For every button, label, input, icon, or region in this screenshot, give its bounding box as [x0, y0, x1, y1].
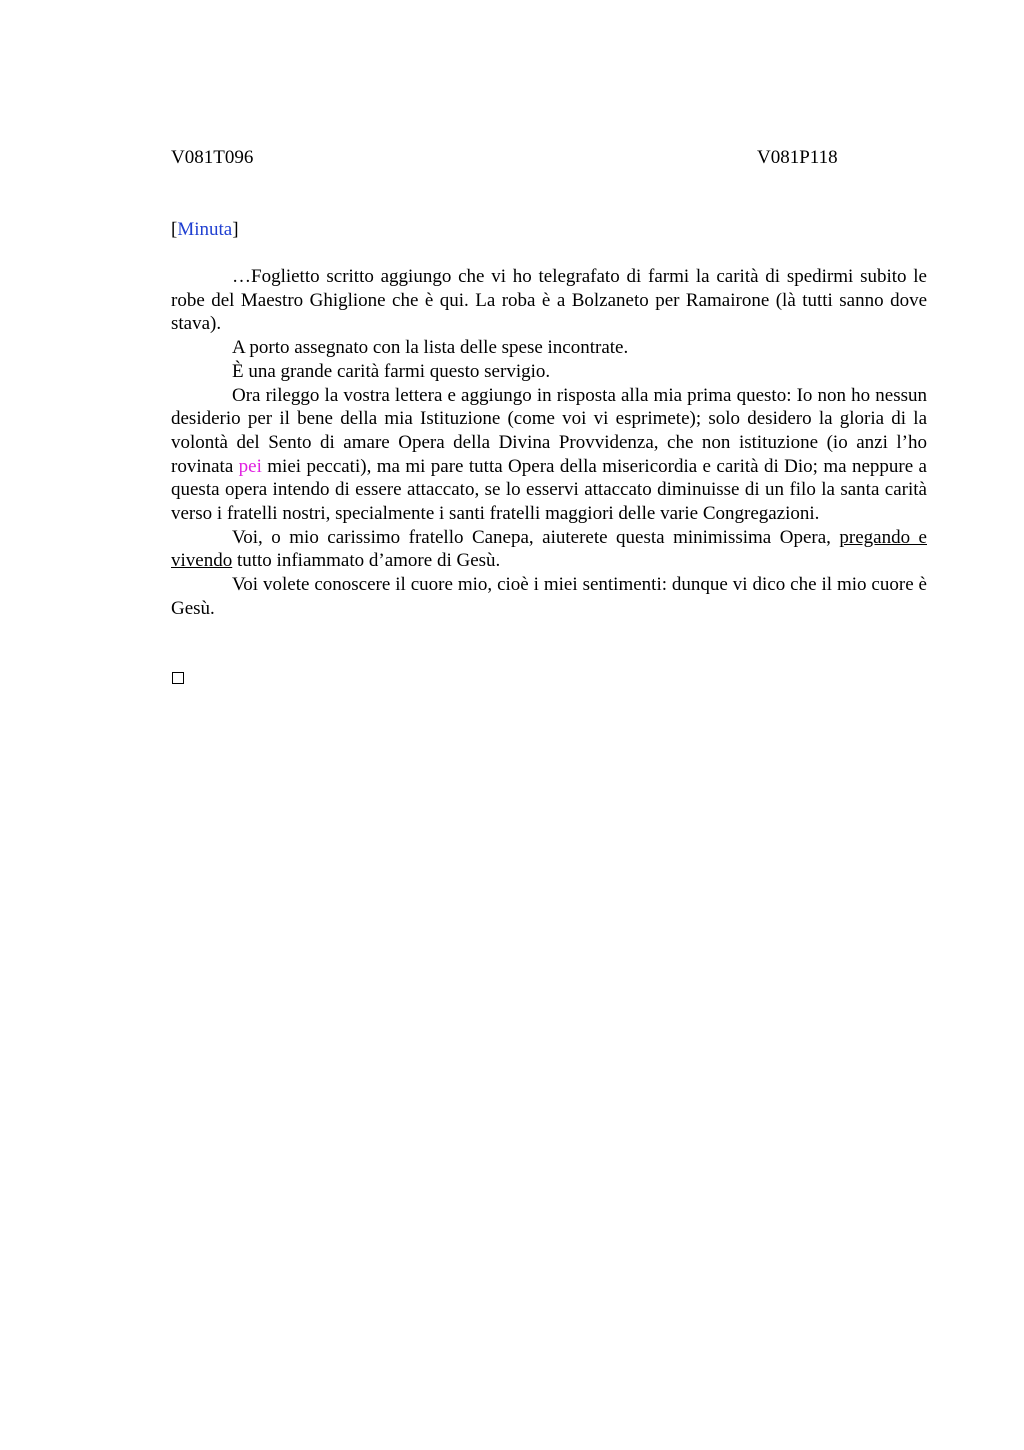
paragraph-5 [171, 526, 927, 573]
highlighted-word: pei [238, 455, 262, 477]
empty-square-icon [172, 672, 184, 684]
underlined-phrase: pregando e vivendo [171, 526, 927, 572]
paragraph-1: …Foglietto scritto aggiungo che vi ho telegrafato di farmi la carità di spedirmi subito le robe del Maestro Ghiglione che è qui. La roba è a Bolzaneto per Ramairone (là tutti sanno dove stava). [171, 266, 927, 335]
paragraph-2: A porto assegnato con la lista delle spese incontrate. [232, 337, 629, 359]
minuta-label [171, 218, 239, 242]
paragraph-4-text-b: miei peccati), ma mi pare tutta Opera della misericordia e carità di Dio; ma neppure a questa opera intendo di essere attaccato, se lo esservi attaccato diminuisse di un filo la santa carità verso i fratelli nostri, specialmente i santi fratelli maggiori delle varie Congregazioni. [171, 455, 927, 525]
paragraph-4 [171, 384, 927, 526]
paragraph-4-text-a: Ora rileggo la vostra lettera e aggiungo in risposta alla mia prima questo: Io non ho nessun desiderio per il bene della mia Istituzione (come voi vi esprimete); solo desidero la gloria di la volontà del Sento di amare Opera della Divina Provvidenza, che non istituzione (io anzi l’ho rovinata [171, 384, 927, 477]
letter-body [171, 265, 927, 621]
close-bracket: ] [232, 219, 239, 240]
paragraph-3: È una grande carità farmi questo servigio. [232, 360, 551, 382]
page-code-right: V081P118 [757, 147, 838, 168]
minuta-word: Minuta [177, 219, 233, 240]
open-bracket: [ [171, 219, 178, 240]
document-code-left: V081T096 [171, 147, 254, 168]
paragraph-5-text-b: tutto infiammato d’amore di Gesù. [232, 550, 501, 572]
paragraph-6: Voi volete conoscere il cuore mio, cioè i miei sentimenti: dunque vi dico che il mio cuore è Gesù. [171, 574, 927, 619]
paragraph-5-text-a: Voi, o mio carissimo fratello Canepa, aiuterete questa minimissima Opera, [232, 526, 840, 548]
